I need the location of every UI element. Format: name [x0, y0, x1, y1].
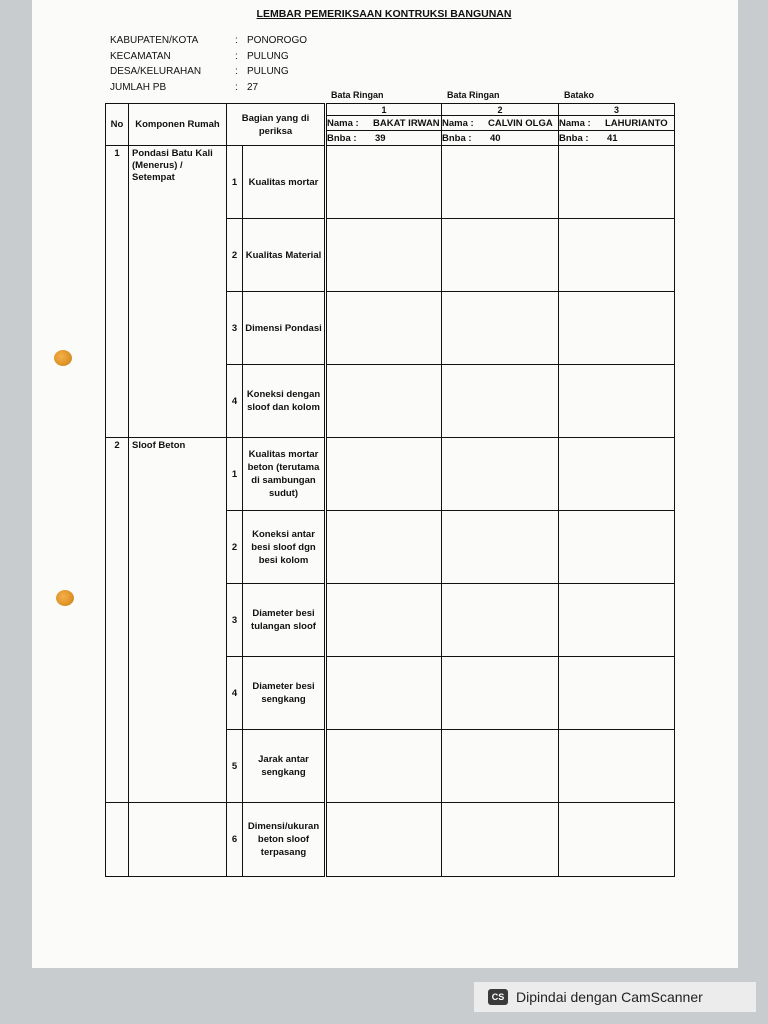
col-component-header: Komponen Rumah [129, 104, 227, 146]
photo-cell [442, 438, 559, 511]
info-colon: : [235, 66, 238, 77]
item-number: 4 [227, 365, 243, 438]
info-label: DESA/KELURAHAN [110, 66, 202, 77]
item-number: 1 [227, 146, 243, 219]
item-number: 3 [227, 292, 243, 365]
photo-cell [326, 219, 442, 292]
item-description: Kualitas Material [243, 219, 326, 292]
house-name: BAKAT IRWAN [373, 117, 440, 129]
info-value: PULUNG [247, 66, 289, 77]
item-number: 6 [227, 803, 243, 877]
house-bnba-cell [442, 131, 559, 146]
photo-cell [559, 292, 675, 365]
house-bnba-cell [326, 131, 442, 146]
info-value: 27 [247, 81, 259, 93]
bnba-label: Bnba : [442, 132, 472, 144]
bnba-label: Bnba : [559, 132, 589, 144]
section-number: 2 [106, 438, 129, 803]
photo-cell [559, 438, 675, 511]
empty-cell [129, 803, 227, 877]
photo-cell [326, 803, 442, 877]
photo-cell [559, 146, 675, 219]
photo-cell [442, 730, 559, 803]
house-number: 1 [326, 104, 442, 116]
item-description: Koneksi dengan sloof dan kolom [243, 365, 326, 438]
photo-cell [326, 438, 442, 511]
inspection-row [106, 803, 675, 877]
house-bnba-cell [559, 131, 675, 146]
photo-cell [326, 292, 442, 365]
photo-cell [326, 730, 442, 803]
house-bnba: 39 [375, 132, 386, 144]
item-description: Koneksi antar besi sloof dgn besi kolom [243, 511, 326, 584]
photo-cell [559, 365, 675, 438]
camscanner-logo: CS [488, 989, 508, 1005]
item-description: Diameter besi tulangan sloof [243, 584, 326, 657]
item-description: Dimensi Pondasi [243, 292, 326, 365]
house-bnba: 41 [607, 132, 618, 144]
section-number: 1 [106, 146, 129, 438]
inspection-row [106, 146, 675, 219]
inspection-table [105, 103, 675, 877]
photo-cell [326, 146, 442, 219]
info-label: JUMLAH PB [110, 81, 167, 93]
info-colon: : [235, 50, 238, 62]
watermark-text: Dipindai dengan CamScanner [516, 989, 703, 1005]
photo-cell [559, 584, 675, 657]
photo-cell [442, 584, 559, 657]
material-label: Bata Ringan [447, 90, 500, 100]
document-title: LEMBAR PEMERIKSAAN KONTRUKSI BANGUNAN [256, 8, 512, 20]
item-number: 5 [227, 730, 243, 803]
photo-cell [559, 219, 675, 292]
photo-cell [326, 584, 442, 657]
info-label: KABUPATEN/KOTA [110, 35, 199, 46]
inspection-row [106, 438, 675, 511]
header-info-row [110, 49, 307, 65]
section-component: Sloof Beton [129, 438, 227, 803]
item-number: 1 [227, 438, 243, 511]
header-info-row [110, 33, 307, 49]
photo-cell [559, 803, 675, 877]
house-number: 3 [559, 104, 675, 116]
info-value: PULUNG [247, 50, 289, 62]
house-name-cell [559, 116, 675, 131]
house-number: 2 [442, 104, 559, 116]
photo-cell [442, 365, 559, 438]
punch-hole [56, 590, 74, 606]
header-info-row [110, 80, 307, 96]
header-info [110, 33, 307, 95]
header-info-row [110, 64, 307, 80]
section-component: Pondasi Batu Kali (Menerus) / Setempat [129, 146, 227, 438]
item-description: Jarak antar sengkang [243, 730, 326, 803]
info-colon: : [235, 81, 238, 93]
photo-cell [559, 511, 675, 584]
photo-cell [559, 657, 675, 730]
photo-cell [442, 511, 559, 584]
item-description: Kualitas mortar beton (terutama di sambungan sudut) [243, 438, 326, 511]
house-name-cell [442, 116, 559, 131]
item-number: 3 [227, 584, 243, 657]
photo-cell [442, 146, 559, 219]
item-description: Kualitas mortar [243, 146, 326, 219]
photo-cell [326, 657, 442, 730]
item-description: Diameter besi sengkang [243, 657, 326, 730]
photo-cell [326, 511, 442, 584]
item-number: 4 [227, 657, 243, 730]
col-part-header: Bagian yang di periksa [227, 104, 326, 146]
info-label: KECAMATAN [110, 50, 171, 62]
nama-label: Nama : [559, 117, 591, 129]
info-value: PONOROGO [247, 35, 308, 46]
material-label: Bata Ringan [331, 90, 384, 100]
nama-label: Nama : [442, 117, 474, 129]
info-colon: : [235, 35, 238, 46]
item-description: Dimensi/ukuran beton sloof terpasang [243, 803, 326, 877]
house-name: LAHURIANTO [605, 117, 668, 129]
house-name-cell [326, 116, 442, 131]
photo-cell [326, 365, 442, 438]
col-no-header: No [106, 104, 129, 146]
photo-cell [559, 730, 675, 803]
photo-cell [442, 657, 559, 730]
house-name: CALVIN OLGA [488, 117, 553, 129]
photo-cell [442, 219, 559, 292]
camscanner-watermark [474, 982, 756, 1012]
empty-cell [106, 803, 129, 877]
item-number: 2 [227, 511, 243, 584]
material-label: Batako [564, 90, 595, 100]
nama-label: Nama : [327, 117, 359, 129]
punch-hole [54, 350, 72, 366]
photo-cell [442, 803, 559, 877]
bnba-label: Bnba : [327, 132, 357, 144]
photo-cell [442, 292, 559, 365]
house-bnba: 40 [490, 132, 501, 144]
item-number: 2 [227, 219, 243, 292]
